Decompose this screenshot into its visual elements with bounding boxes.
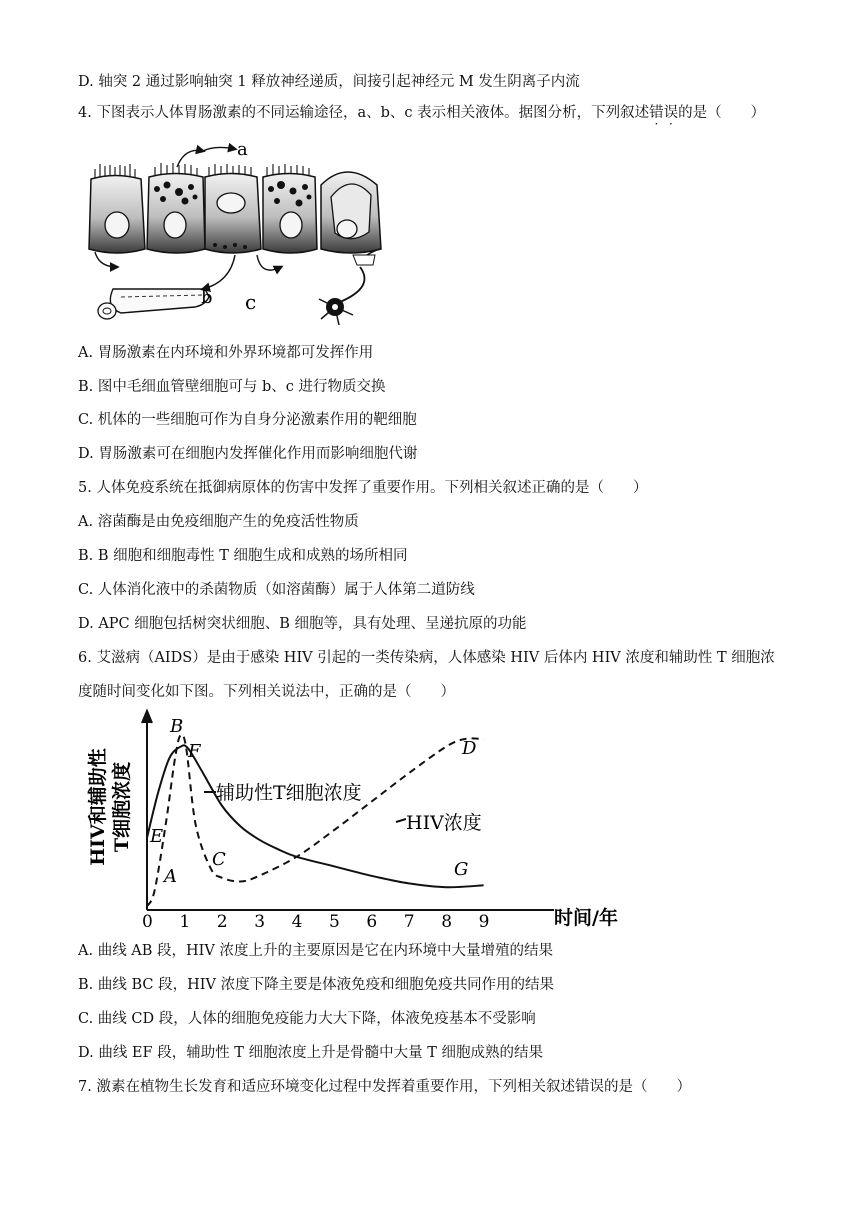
blood-vessel bbox=[98, 289, 209, 319]
point-label-b: B bbox=[170, 716, 184, 737]
x-tick-label: 0 bbox=[142, 912, 153, 932]
q5-stem: 5. 人体免疫系统在抵御病原体的伤害中发挥了重要作用。下列相关叙述正确的是（ ） bbox=[78, 480, 648, 496]
legend-hiv-label: HIV浓度 bbox=[406, 812, 482, 834]
x-ticks bbox=[142, 912, 489, 932]
point-label-f: F bbox=[188, 741, 201, 762]
point-label-c: C bbox=[212, 849, 226, 870]
hiv-chart bbox=[84, 707, 618, 932]
x-tick-label: 3 bbox=[254, 912, 266, 932]
q4-stem-pre: 4. 下图表示人体胃肠激素的不同运输途径，a、b、c 表示相关液体。据图分析，下列叙述 bbox=[78, 105, 650, 121]
legend-t-cell-label: 辅助性T细胞浓度 bbox=[216, 782, 362, 804]
point-label-d: D bbox=[462, 738, 477, 759]
x-tick-label: 2 bbox=[216, 912, 228, 932]
point-label-g: G bbox=[454, 859, 469, 880]
x-tick-label: 6 bbox=[366, 912, 378, 932]
q4-option-b: B. 图中毛细血管壁细胞可与 b、c 进行物质交换 bbox=[78, 379, 386, 395]
label-b: b bbox=[201, 287, 213, 308]
q5-option-c: C. 人体消化液中的杀菌物质（如溶菌酶）属于人体第二道防线 bbox=[78, 582, 475, 598]
x-tick-label: 5 bbox=[329, 912, 340, 932]
x-axis-label: 时间/年 bbox=[554, 907, 618, 929]
q5-option-b: B. B 细胞和细胞毒性 T 细胞生成和成熟的场所相同 bbox=[78, 548, 408, 564]
q6-stem-line2: 度随时间变化如下图。下列相关说法中，正确的是（ ） bbox=[78, 684, 455, 700]
q6-option-c: C. 曲线 CD 段，人体的细胞免疫能力大大下降，体液免疫基本不受影响 bbox=[78, 1011, 536, 1027]
neuron bbox=[319, 255, 375, 325]
q5-option-a: A. 溶菌酶是由免疫细胞产生的免疫活性物质 bbox=[78, 514, 359, 530]
label-c: c bbox=[245, 290, 257, 314]
point-label-e: E bbox=[150, 826, 164, 847]
x-tick-label: 8 bbox=[441, 912, 453, 932]
gastrointestinal-hormone-figure bbox=[85, 137, 415, 332]
y-axis-label-line2: T细胞浓度 bbox=[111, 761, 133, 853]
x-tick-label: 1 bbox=[179, 912, 191, 932]
q4-stem bbox=[78, 103, 765, 123]
y-axis-label-line1: HIV和辅助性 bbox=[87, 748, 109, 866]
q6-option-d: D. 曲线 EF 段，辅助性 T 细胞浓度上升是骨髓中大量 T 细胞成熟的结果 bbox=[78, 1045, 543, 1061]
x-tick-label: 4 bbox=[291, 912, 303, 932]
point-label-a: A bbox=[164, 866, 177, 887]
x-tick-label: 7 bbox=[403, 912, 415, 932]
q4-stem-post: 的是（ ） bbox=[678, 105, 766, 121]
q4-emph-1: 错 bbox=[649, 105, 664, 121]
q3-option-d: D. 轴突 2 通过影响轴突 1 释放神经递质，间接引起神经元 M 发生阴离子内流 bbox=[78, 74, 580, 90]
q4-emph-2: 误 bbox=[663, 105, 679, 121]
q7-stem: 7. 激素在植物生长发育和适应环境变化过程中发挥着重要作用，下列相关叙述错误的是（ ） bbox=[78, 1079, 691, 1095]
q6-stem-line1: 6. 艾滋病（AIDS）是由于感染 HIV 引起的一类传染病，人体感染 HIV 后体内 HIV 浓度和辅助性 T 细胞浓 bbox=[78, 650, 775, 666]
q6-option-b: B. 曲线 BC 段，HIV 浓度下降主要是体液免疫和细胞免疫共同作用的结果 bbox=[78, 977, 555, 993]
q6-option-a: A. 曲线 AB 段，HIV 浓度上升的主要原因是它在内环境中大量增殖的结果 bbox=[78, 943, 553, 959]
series-legend-hiv bbox=[396, 812, 482, 834]
q4-option-a: A. 胃肠激素在内环境和外界环境都可发挥作用 bbox=[78, 345, 374, 361]
series-legend-t-cell bbox=[204, 782, 362, 804]
q4-option-d: D. 胃肠激素可在细胞内发挥催化作用而影响细胞代谢 bbox=[78, 446, 418, 462]
q4-option-c: C. 机体的一些细胞可作为自身分泌激素作用的靶细胞 bbox=[78, 412, 417, 428]
label-a: a bbox=[237, 139, 248, 160]
q5-option-d: D. APC 细胞包括树突状细胞、B 细胞等，具有处理、呈递抗原的功能 bbox=[78, 616, 527, 632]
x-tick-label: 9 bbox=[478, 912, 490, 932]
chart-axes bbox=[142, 711, 554, 910]
